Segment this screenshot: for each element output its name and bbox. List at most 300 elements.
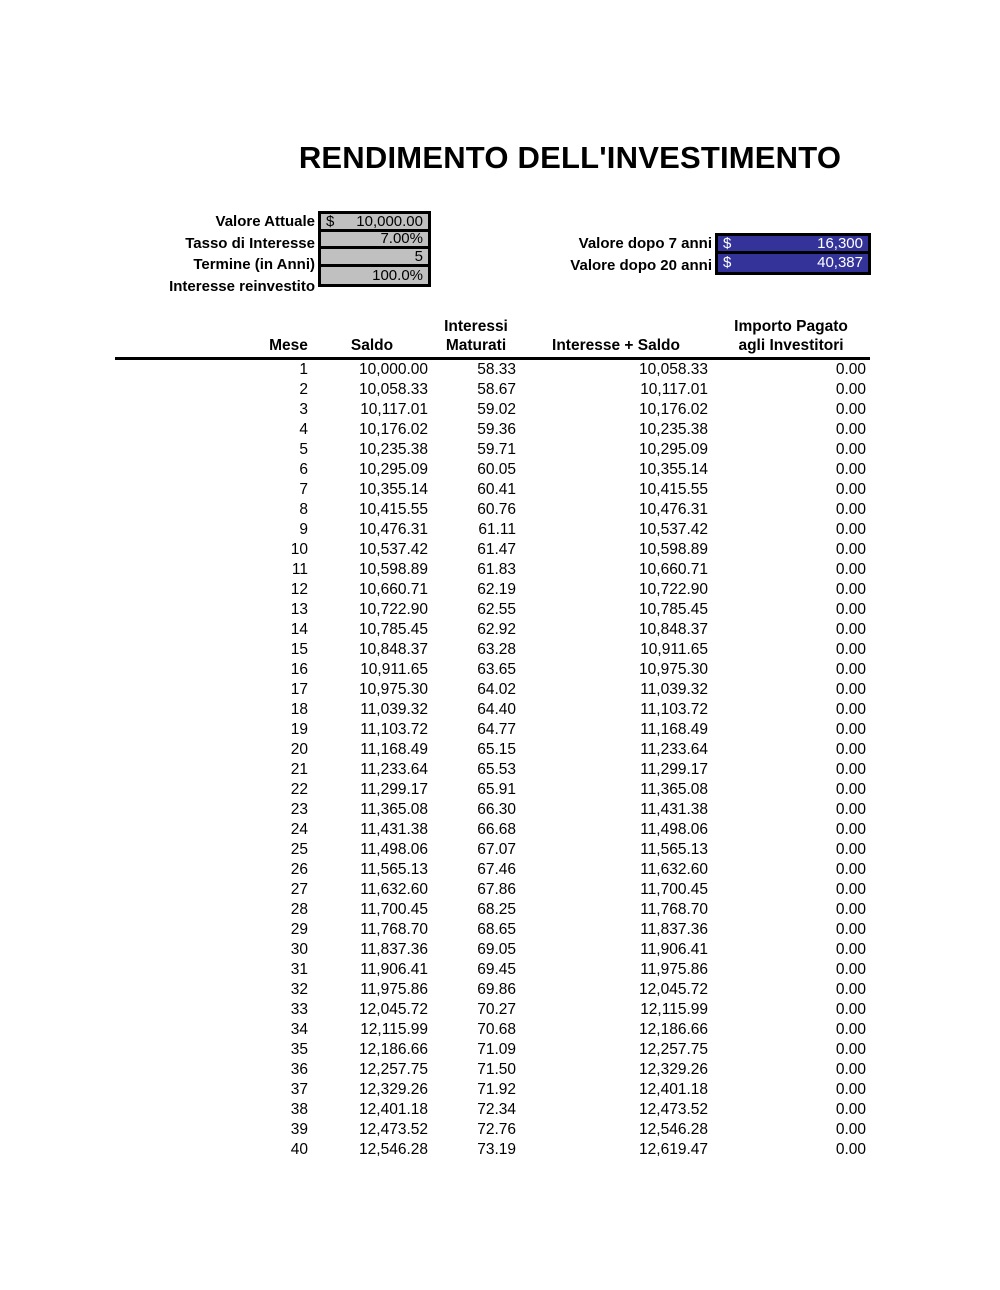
cell-saldo: 12,186.66 [359, 1041, 428, 1058]
cell-interessi-maturati: 70.27 [477, 1001, 516, 1018]
cell-spacer [115, 860, 265, 880]
cell-importo-pagato: 0.00 [835, 621, 866, 638]
cell-interesse-saldo: 11,103.72 [640, 701, 708, 718]
cell-importo-pagato: 0.00 [835, 561, 866, 578]
cell-saldo: 10,598.89 [359, 561, 428, 578]
cell-importo-pagato: 0.00 [835, 701, 866, 718]
cell-spacer [115, 640, 265, 660]
table-row [115, 940, 870, 960]
cell-importo-pagato: 0.00 [835, 761, 866, 778]
cell-interessi-maturati: 62.19 [477, 581, 516, 598]
cell-mese: 10 [290, 541, 308, 558]
cell-interesse-saldo: 12,401.18 [639, 1081, 708, 1098]
cell-importo-pagato: 0.00 [835, 781, 866, 798]
cell-interessi-maturati: 61.11 [478, 521, 516, 538]
cell-saldo: 11,103.72 [360, 721, 428, 738]
cell-importo-pagato: 0.00 [835, 881, 866, 898]
table-row [115, 700, 870, 720]
input-value: 10,000.00 [356, 212, 423, 230]
cell-interesse-saldo: 10,117.01 [640, 381, 708, 398]
input-label-interesse-reinvestito: Interesse reinvestito [169, 277, 315, 295]
cell-interesse-saldo: 11,233.64 [640, 741, 708, 758]
output-cell-valore-dopo-20-anni [718, 254, 868, 272]
table-row [115, 560, 870, 580]
cell-interessi-maturati: 67.86 [477, 881, 516, 898]
outputs-panel [440, 233, 871, 277]
cell-mese: 34 [290, 1021, 308, 1038]
cell-importo-pagato: 0.00 [835, 661, 866, 678]
currency-symbol: $ [326, 212, 335, 230]
currency-symbol: $ [723, 254, 732, 271]
cell-interessi-maturati: 73.19 [477, 1141, 516, 1158]
cell-interessi-maturati: 64.02 [477, 681, 516, 698]
table-row [115, 1140, 870, 1160]
cell-saldo: 10,975.30 [359, 681, 428, 698]
cell-importo-pagato: 0.00 [835, 1081, 866, 1098]
cell-saldo: 10,537.42 [359, 541, 428, 558]
cell-importo-pagato: 0.00 [835, 841, 866, 858]
cell-interessi-maturati: 68.25 [477, 901, 516, 918]
cell-importo-pagato: 0.00 [835, 481, 866, 498]
cell-importo-pagato: 0.00 [835, 941, 866, 958]
header-line: Saldo [350, 337, 394, 354]
cell-interesse-saldo: 12,619.47 [639, 1141, 708, 1158]
table-row [115, 1080, 870, 1100]
cell-mese: 32 [290, 981, 308, 998]
cell-importo-pagato: 0.00 [835, 581, 866, 598]
table-row [115, 1120, 870, 1140]
cell-saldo: 11,233.64 [360, 761, 428, 778]
output-value: 16,300 [817, 234, 863, 252]
cell-importo-pagato: 0.00 [835, 1001, 866, 1018]
outputs-labels [440, 233, 715, 277]
table-row [115, 980, 870, 1000]
cell-interesse-saldo: 11,906.41 [640, 941, 708, 958]
cell-interesse-saldo: 10,176.02 [639, 401, 708, 418]
cell-interessi-maturati: 72.76 [477, 1121, 516, 1138]
cell-spacer [115, 560, 265, 580]
cell-interessi-maturati: 71.09 [477, 1041, 516, 1058]
cell-mese: 4 [299, 421, 308, 438]
cell-interessi-maturati: 58.33 [477, 361, 516, 378]
header-line: Mese [269, 337, 308, 354]
cell-mese: 20 [290, 741, 308, 758]
table-row [115, 1040, 870, 1060]
cell-interesse-saldo: 12,045.72 [639, 981, 708, 998]
cell-mese: 6 [299, 461, 308, 478]
cell-importo-pagato: 0.00 [835, 961, 866, 978]
cell-interessi-maturati: 69.05 [477, 941, 516, 958]
cell-spacer [115, 740, 265, 760]
investment-table [115, 312, 870, 1160]
cell-importo-pagato: 0.00 [835, 601, 866, 618]
table-row [115, 840, 870, 860]
header-line: Importo Pagato [734, 318, 848, 335]
cell-importo-pagato: 0.00 [835, 521, 866, 538]
cell-saldo: 12,473.52 [359, 1121, 428, 1138]
cell-spacer [115, 1080, 265, 1100]
cell-spacer [115, 760, 265, 780]
cell-spacer [115, 1120, 265, 1140]
input-cell-tasso-di-interesse[interactable] [321, 232, 428, 250]
cell-importo-pagato: 0.00 [835, 501, 866, 518]
table-body [115, 359, 870, 1161]
cell-spacer [115, 900, 265, 920]
cell-interesse-saldo: 10,415.55 [639, 481, 708, 498]
table-row [115, 420, 870, 440]
inputs-panel [100, 211, 431, 297]
cell-mese: 12 [290, 581, 308, 598]
cell-importo-pagato: 0.00 [835, 1121, 866, 1138]
cell-interessi-maturati: 67.07 [477, 841, 516, 858]
cell-interessi-maturati: 60.05 [477, 461, 516, 478]
table-row [115, 1020, 870, 1040]
table-row [115, 780, 870, 800]
cell-interessi-maturati: 71.92 [477, 1081, 516, 1098]
cell-spacer [115, 980, 265, 1000]
cell-saldo: 10,476.31 [359, 521, 428, 538]
cell-importo-pagato: 0.00 [835, 541, 866, 558]
cell-interesse-saldo: 12,546.28 [639, 1121, 708, 1138]
cell-mese: 31 [290, 961, 308, 978]
input-cell-interesse-reinvestito[interactable] [321, 267, 428, 285]
cell-spacer [115, 359, 265, 381]
cell-mese: 16 [290, 661, 308, 678]
cell-saldo: 11,168.49 [360, 741, 428, 758]
cell-spacer [115, 720, 265, 740]
cell-spacer [115, 820, 265, 840]
cell-saldo: 10,058.33 [359, 381, 428, 398]
cell-spacer [115, 880, 265, 900]
cell-interesse-saldo: 11,837.36 [640, 921, 708, 938]
cell-saldo: 12,401.18 [359, 1101, 428, 1118]
cell-mese: 1 [299, 361, 308, 378]
cell-importo-pagato: 0.00 [835, 1101, 866, 1118]
cell-importo-pagato: 0.00 [835, 441, 866, 458]
cell-mese: 36 [290, 1061, 308, 1078]
cell-interesse-saldo: 12,329.26 [639, 1061, 708, 1078]
cell-spacer [115, 540, 265, 560]
output-cell-valore-dopo-7-anni [718, 236, 868, 254]
cell-saldo: 10,415.55 [359, 501, 428, 518]
cell-interessi-maturati: 59.36 [477, 421, 516, 438]
cell-spacer [115, 1000, 265, 1020]
cell-spacer [115, 400, 265, 420]
cell-saldo: 10,848.37 [359, 641, 428, 658]
cell-interessi-maturati: 68.65 [477, 921, 516, 938]
cell-interessi-maturati: 66.68 [477, 821, 516, 838]
header-line: Interessi [444, 318, 508, 335]
cell-spacer [115, 660, 265, 680]
table-row [115, 600, 870, 620]
cell-interessi-maturati: 65.91 [477, 781, 516, 798]
input-value: 100.0% [372, 266, 423, 284]
cell-interesse-saldo: 11,768.70 [640, 901, 708, 918]
col-header-saldo [312, 312, 432, 359]
cell-importo-pagato: 0.00 [835, 361, 866, 378]
cell-mese: 7 [299, 481, 308, 498]
cell-spacer [115, 1100, 265, 1120]
input-cell-termine-in-anni[interactable] [321, 249, 428, 267]
cell-saldo: 11,431.38 [360, 821, 428, 838]
cell-saldo: 10,117.01 [360, 401, 428, 418]
cell-mese: 23 [290, 801, 308, 818]
cell-interesse-saldo: 11,700.45 [640, 881, 708, 898]
cell-mese: 5 [299, 441, 308, 458]
cell-mese: 28 [290, 901, 308, 918]
table-row [115, 660, 870, 680]
cell-interessi-maturati: 71.50 [477, 1061, 516, 1078]
cell-mese: 15 [290, 641, 308, 658]
cell-saldo: 10,785.45 [359, 621, 428, 638]
cell-interessi-maturati: 61.83 [477, 561, 516, 578]
cell-spacer [115, 420, 265, 440]
cell-interesse-saldo: 10,975.30 [639, 661, 708, 678]
cell-interessi-maturati: 59.71 [477, 441, 516, 458]
currency-symbol: $ [723, 234, 732, 252]
table-row [115, 1100, 870, 1120]
outputs-cells [715, 233, 871, 275]
cell-saldo: 11,837.36 [360, 941, 428, 958]
cell-spacer [115, 440, 265, 460]
cell-mese: 22 [290, 781, 308, 798]
cell-interesse-saldo: 10,235.38 [639, 421, 708, 438]
table-row [115, 640, 870, 660]
cell-interesse-saldo: 10,476.31 [639, 501, 708, 518]
cell-importo-pagato: 0.00 [835, 801, 866, 818]
input-value: 7.00% [380, 230, 423, 248]
cell-importo-pagato: 0.00 [835, 981, 866, 998]
header-line: Interesse + Saldo [552, 337, 680, 354]
cell-interessi-maturati: 66.30 [477, 801, 516, 818]
cell-interessi-maturati: 64.77 [477, 721, 516, 738]
cell-spacer [115, 600, 265, 620]
cell-saldo: 10,722.90 [359, 601, 428, 618]
cell-mese: 30 [290, 941, 308, 958]
inputs-labels [100, 211, 318, 297]
cell-mese: 13 [290, 601, 308, 618]
col-header-importo-pagato [712, 312, 870, 359]
table-row [115, 460, 870, 480]
cell-saldo: 10,355.14 [359, 481, 428, 498]
cell-saldo: 11,906.41 [360, 961, 428, 978]
inputs-cells [318, 211, 431, 287]
cell-importo-pagato: 0.00 [835, 421, 866, 438]
cell-saldo: 11,498.06 [360, 841, 428, 858]
cell-interesse-saldo: 12,257.75 [639, 1041, 708, 1058]
cell-spacer [115, 960, 265, 980]
cell-interessi-maturati: 63.65 [477, 661, 516, 678]
cell-importo-pagato: 0.00 [835, 901, 866, 918]
cell-interesse-saldo: 10,660.71 [639, 561, 708, 578]
cell-interessi-maturati: 70.68 [477, 1021, 516, 1038]
cell-interesse-saldo: 12,115.99 [640, 1001, 708, 1018]
cell-mese: 26 [290, 861, 308, 878]
cell-mese: 35 [290, 1041, 308, 1058]
cell-interessi-maturati: 60.41 [477, 481, 516, 498]
cell-spacer [115, 780, 265, 800]
cell-importo-pagato: 0.00 [835, 1061, 866, 1078]
cell-mese: 33 [290, 1001, 308, 1018]
cell-mese: 40 [290, 1141, 308, 1158]
table-row [115, 1000, 870, 1020]
cell-mese: 3 [299, 401, 308, 418]
table-row [115, 380, 870, 400]
page-title: RENDIMENTO DELL'INVESTIMENTO [298, 140, 842, 175]
table-row [115, 900, 870, 920]
cell-importo-pagato: 0.00 [835, 641, 866, 658]
table-row [115, 440, 870, 460]
cell-interesse-saldo: 11,498.06 [640, 821, 708, 838]
col-header-mese [265, 312, 312, 359]
cell-spacer [115, 920, 265, 940]
cell-saldo: 12,546.28 [359, 1141, 428, 1158]
cell-importo-pagato: 0.00 [835, 1041, 866, 1058]
cell-interessi-maturati: 72.34 [477, 1101, 516, 1118]
cell-spacer [115, 1140, 265, 1160]
col-header-interessi-maturati [432, 312, 520, 359]
output-label-valore-dopo-20-anni: Valore dopo 20 anni [570, 257, 712, 274]
cell-importo-pagato: 0.00 [835, 721, 866, 738]
cell-interesse-saldo: 11,975.86 [640, 961, 708, 978]
cell-importo-pagato: 0.00 [835, 381, 866, 398]
cell-interesse-saldo: 11,039.32 [640, 681, 708, 698]
cell-saldo: 11,039.32 [360, 701, 428, 718]
cell-saldo: 12,329.26 [359, 1081, 428, 1098]
cell-saldo: 12,257.75 [359, 1061, 428, 1078]
table-row [115, 480, 870, 500]
cell-saldo: 10,660.71 [359, 581, 428, 598]
cell-mese: 18 [290, 701, 308, 718]
cell-saldo: 10,176.02 [359, 421, 428, 438]
cell-interessi-maturati: 62.92 [477, 621, 516, 638]
cell-interessi-maturati: 61.47 [477, 541, 516, 558]
cell-interesse-saldo: 10,537.42 [639, 521, 708, 538]
cell-interessi-maturati: 63.28 [477, 641, 516, 658]
cell-mese: 38 [290, 1101, 308, 1118]
cell-importo-pagato: 0.00 [835, 1021, 866, 1038]
cell-interessi-maturati: 58.67 [477, 381, 516, 398]
cell-mese: 27 [290, 881, 308, 898]
cell-interesse-saldo: 11,168.49 [640, 721, 708, 738]
cell-importo-pagato: 0.00 [835, 861, 866, 878]
cell-spacer [115, 940, 265, 960]
table-row [115, 580, 870, 600]
cell-interesse-saldo: 10,848.37 [639, 621, 708, 638]
table-row [115, 1060, 870, 1080]
cell-spacer [115, 1040, 265, 1060]
cell-interessi-maturati: 64.40 [477, 701, 516, 718]
cell-interesse-saldo: 10,058.33 [639, 361, 708, 378]
cell-interesse-saldo: 11,431.38 [640, 801, 708, 818]
table-row [115, 620, 870, 640]
cell-saldo: 12,115.99 [360, 1021, 428, 1038]
header-line: Maturati [445, 337, 507, 354]
cell-spacer [115, 1020, 265, 1040]
table-row [115, 820, 870, 840]
col-header-interesse-saldo [520, 312, 712, 359]
cell-interessi-maturati: 62.55 [477, 601, 516, 618]
cell-saldo: 11,700.45 [360, 901, 428, 918]
cell-mese: 39 [290, 1121, 308, 1138]
cell-spacer [115, 480, 265, 500]
cell-importo-pagato: 0.00 [835, 921, 866, 938]
cell-interesse-saldo: 10,295.09 [639, 441, 708, 458]
table-row [115, 500, 870, 520]
cell-importo-pagato: 0.00 [835, 401, 866, 418]
table-row [115, 880, 870, 900]
cell-interessi-maturati: 60.76 [477, 501, 516, 518]
cell-interesse-saldo: 10,598.89 [639, 541, 708, 558]
cell-interesse-saldo: 11,365.08 [640, 781, 708, 798]
cell-importo-pagato: 0.00 [835, 681, 866, 698]
cell-mese: 9 [299, 521, 308, 538]
table-row [115, 860, 870, 880]
cell-mese: 21 [290, 761, 308, 778]
cell-saldo: 10,911.65 [360, 661, 428, 678]
cell-spacer [115, 620, 265, 640]
input-label-termine-in-anni: Termine (in Anni) [193, 256, 315, 273]
input-value: 5 [414, 247, 423, 265]
cell-interessi-maturati: 67.46 [477, 861, 516, 878]
cell-interessi-maturati: 69.86 [477, 981, 516, 998]
cell-saldo: 12,045.72 [359, 1001, 428, 1018]
cell-interessi-maturati: 65.53 [477, 761, 516, 778]
cell-mese: 14 [290, 621, 308, 638]
cell-interesse-saldo: 11,632.60 [640, 861, 708, 878]
input-label-tasso-di-interesse: Tasso di Interesse [185, 234, 315, 252]
table-row [115, 800, 870, 820]
cell-saldo: 11,565.13 [360, 861, 428, 878]
cell-saldo: 10,295.09 [359, 461, 428, 478]
cell-saldo: 10,235.38 [359, 441, 428, 458]
cell-spacer [115, 680, 265, 700]
cell-interesse-saldo: 10,722.90 [639, 581, 708, 598]
col-header-spacer [115, 312, 265, 359]
cell-interessi-maturati: 69.45 [477, 961, 516, 978]
cell-spacer [115, 800, 265, 820]
cell-mese: 17 [290, 681, 308, 698]
cell-importo-pagato: 0.00 [835, 461, 866, 478]
table-row [115, 540, 870, 560]
cell-importo-pagato: 0.00 [835, 1141, 866, 1158]
table-row [115, 720, 870, 740]
table-row [115, 359, 870, 381]
header-line: agli Investitori [738, 337, 844, 354]
output-value: 40,387 [817, 254, 863, 271]
table-row [115, 400, 870, 420]
table-header-row [115, 312, 870, 359]
cell-spacer [115, 580, 265, 600]
cell-interesse-saldo: 11,565.13 [640, 841, 708, 858]
table-row [115, 520, 870, 540]
cell-spacer [115, 500, 265, 520]
cell-spacer [115, 380, 265, 400]
input-cell-valore-attuale[interactable] [321, 214, 428, 232]
cell-interesse-saldo: 10,911.65 [640, 641, 708, 658]
cell-mese: 8 [299, 501, 308, 518]
cell-saldo: 11,632.60 [360, 881, 428, 898]
cell-mese: 25 [290, 841, 308, 858]
cell-interesse-saldo: 10,785.45 [639, 601, 708, 618]
cell-interesse-saldo: 12,473.52 [639, 1101, 708, 1118]
cell-mese: 11 [291, 561, 308, 578]
table-row [115, 680, 870, 700]
cell-mese: 24 [290, 821, 308, 838]
cell-interessi-maturati: 65.15 [477, 741, 516, 758]
cell-saldo: 11,299.17 [360, 781, 428, 798]
cell-spacer [115, 520, 265, 540]
